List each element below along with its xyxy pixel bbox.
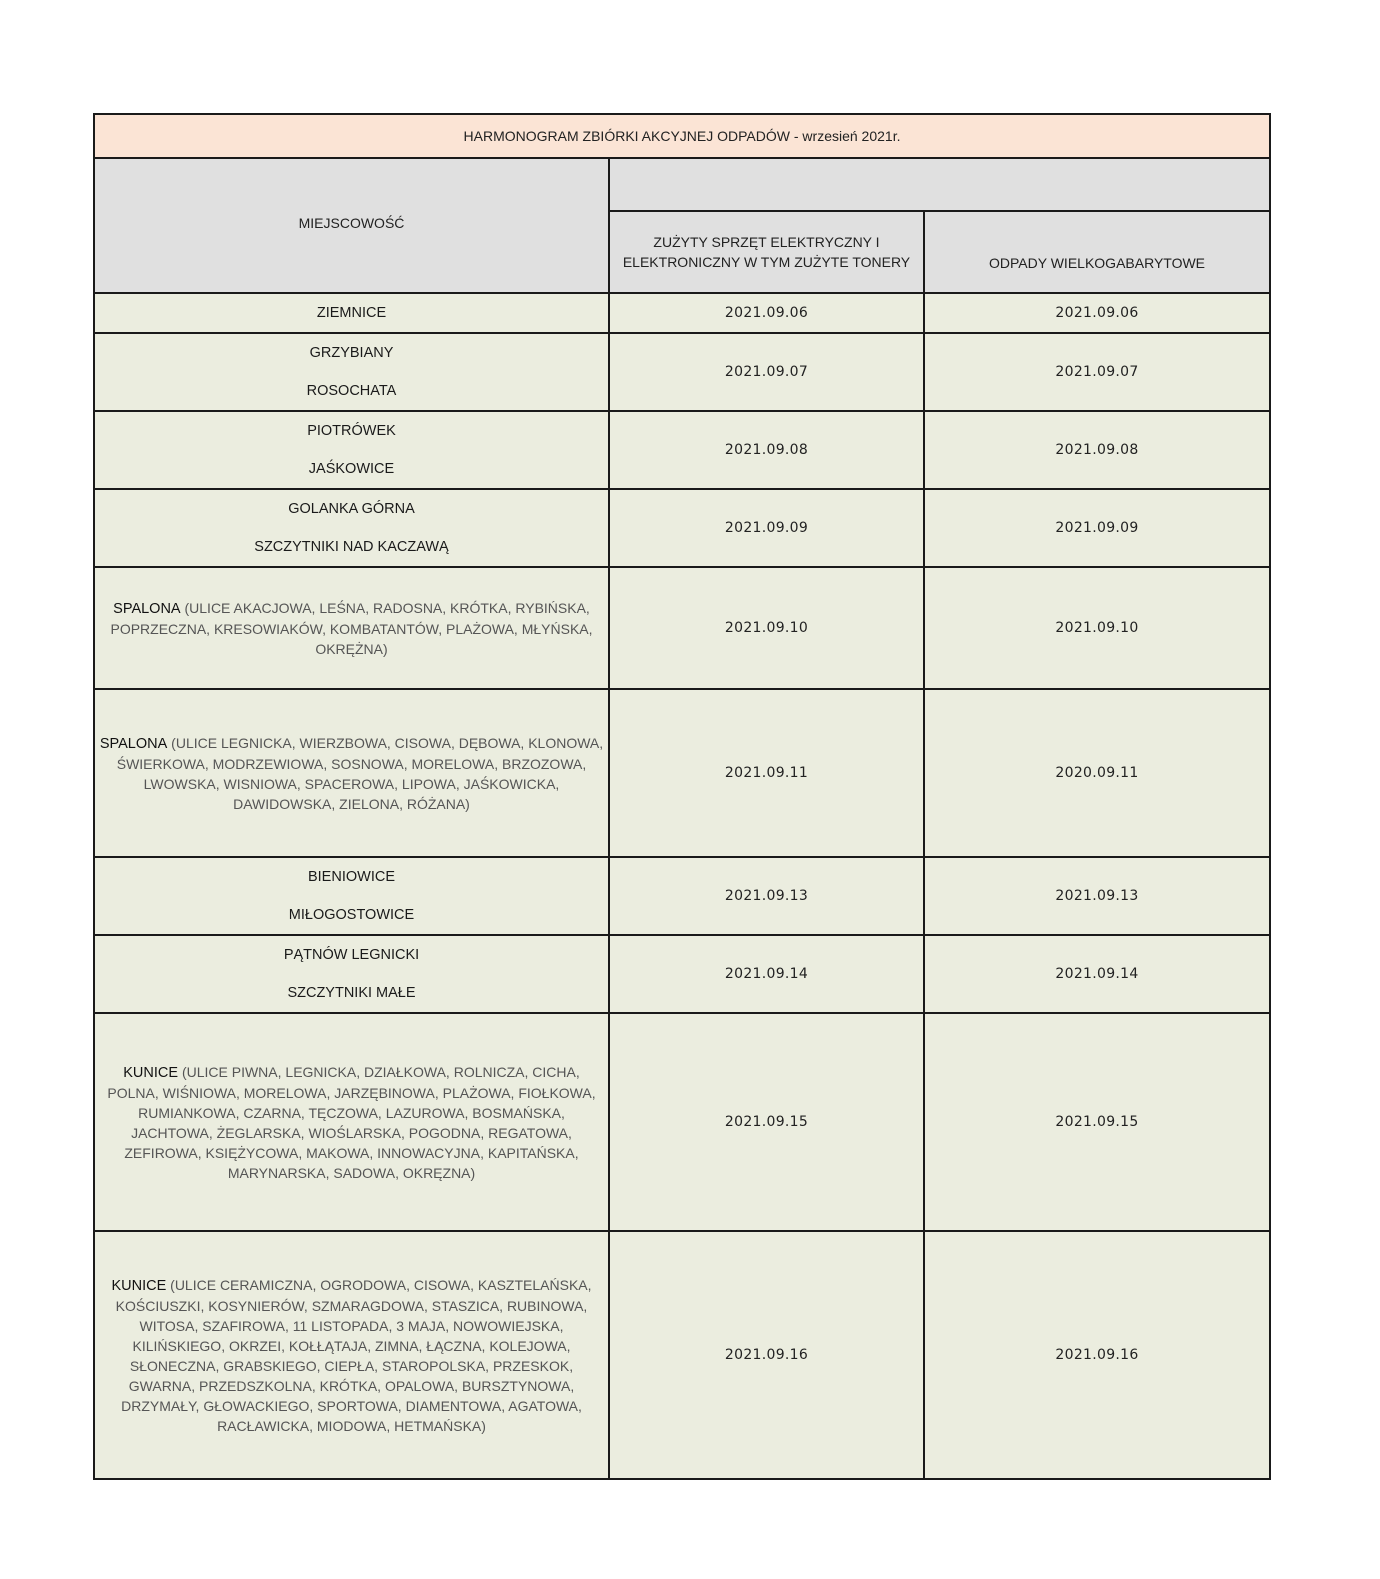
table-row (94, 857, 1270, 935)
location-cell (94, 567, 609, 689)
table-row (94, 1231, 1270, 1479)
table-row (94, 689, 1270, 857)
location-name: KUNICE (111, 1277, 167, 1294)
location-name: SZCZYTNIKI MAŁE (287, 985, 416, 1001)
electronics-date: 2021.09.08 (609, 411, 924, 489)
header-bulky: ODPADY WIELKOGABARYTOWE (924, 211, 1270, 293)
location-cell (94, 935, 609, 1013)
location-cell (94, 689, 609, 857)
location-name: MIŁOGOSTOWICE (288, 907, 415, 923)
bulky-date: 2021.09.13 (924, 857, 1270, 935)
bulky-date: 2021.09.15 (924, 1013, 1270, 1231)
location-name: JAŚKOWICE (308, 461, 395, 477)
header-row-top (94, 158, 1270, 211)
header-group (609, 158, 1270, 211)
location-streets: (ULICE AKACJOWA, LEŚNA, RADOSNA, KRÓTKA, RYBIŃSKA, POPRZECZNA, KRESOWIAKÓW, KOMBATANTÓW, PLAŻOWA, MŁYŃSKA, OKRĘŻNA) (110, 599, 593, 657)
location-cell (94, 411, 609, 489)
table-row (94, 489, 1270, 567)
location-name: ZIEMNICE (316, 305, 387, 321)
table-row (94, 333, 1270, 411)
header-electronics: ZUŻYTY SPRZĘT ELEKTRYCZNY I ELEKTRONICZNY W TYM ZUŻYTE TONERY (609, 211, 924, 293)
electronics-date: 2021.09.07 (609, 333, 924, 411)
location-name: PĄTNÓW LEGNICKI (283, 947, 420, 963)
header-location: MIEJSCOWOŚĆ (94, 158, 609, 293)
location-name: GOLANKA GÓRNA (288, 501, 415, 517)
bulky-date: 2021.09.16 (924, 1231, 1270, 1479)
bulky-date: 2021.09.06 (924, 293, 1270, 333)
electronics-date: 2021.09.06 (609, 293, 924, 333)
electronics-date: 2021.09.16 (609, 1231, 924, 1479)
bulky-date: 2021.09.08 (924, 411, 1270, 489)
location-cell (94, 1231, 609, 1479)
electronics-date: 2021.09.10 (609, 567, 924, 689)
schedule-table (93, 113, 1271, 1480)
table-row (94, 567, 1270, 689)
location-streets: (ULICE PIWNA, LEGNICKA, DZIAŁKOWA, ROLNICZA, CICHA, POLNA, WIŚNIOWA, MORELOWA, JARZĘBINOWA, PLAŻOWA, FIOŁKOWA, RUMIANKOWA, CZARNA, TĘCZOWA, LAZUROWA, BOSMAŃSKA, JACHTOWA, ŻEGLARSKA, WIOŚLARSKA, POGODNA, REGATOWA, ZEFIROWA, KSIĘŻYCOWA, MAKOWA, INNOWACYJNA, KAPITAŃSKA, MARYNARSKA, SADOWA, OKRĘZNA) (107, 1063, 596, 1181)
table-row (94, 935, 1270, 1013)
bulky-date: 2020.09.11 (924, 689, 1270, 857)
location-name: ROSOCHATA (306, 383, 397, 399)
electronics-date: 2021.09.14 (609, 935, 924, 1013)
bulky-date: 2021.09.14 (924, 935, 1270, 1013)
location-cell (94, 857, 609, 935)
electronics-date: 2021.09.13 (609, 857, 924, 935)
bulky-date: 2021.09.07 (924, 333, 1270, 411)
electronics-date: 2021.09.09 (609, 489, 924, 567)
location-cell (94, 293, 609, 333)
location-name: BIENIOWICE (307, 869, 395, 885)
location-name: SPALONA (99, 735, 168, 752)
location-name: GRZYBIANY (309, 345, 394, 361)
title-row (94, 114, 1270, 158)
bulky-date: 2021.09.10 (924, 567, 1270, 689)
electronics-date: 2021.09.11 (609, 689, 924, 857)
location-name: PIOTRÓWEK (307, 423, 396, 439)
location-name: KUNICE (123, 1064, 179, 1081)
location-streets: (ULICE LEGNICKA, WIERZBOWA, CISOWA, DĘBOWA, KLONOWA, ŚWIERKOWA, MODRZEWIOWA, SOSNOWA, MORELOWA, BRZOZOWA, LWOWSKA, WISNIOWA, SPACEROWA, LIPOWA, JAŚKOWICKA, DAWIDOWSKA, ZIELONA, RÓŻANA) (116, 734, 604, 812)
bulky-date: 2021.09.09 (924, 489, 1270, 567)
table-row (94, 411, 1270, 489)
location-cell (94, 333, 609, 411)
location-cell (94, 1013, 609, 1231)
electronics-date: 2021.09.15 (609, 1013, 924, 1231)
location-cell (94, 489, 609, 567)
location-streets: (ULICE CERAMICZNA, OGRODOWA, CISOWA, KASZTELAŃSKA, KOŚCIUSZKI, KOSYNIERÓW, SZMARAGDOWA, STASZICA, RUBINOWA, WITOSA, SZAFIROWA, 11 LISTOPADA, 3 MAJA, NOWOWIEJSKA, KILIŃSKIEGO, OKRZEI, KOŁŁĄTAJA, ZIMNA, ŁĄCZNA, KOLEJOWA, SŁONECZNA, GRABSKIEGO, CIEPŁA, STAROPOLSKA, PRZESKOK, GWARNA, PRZEDSZKOLNA, KRÓTKA, OPALOWA, BURSZTYNOWA, DRZYMAŁY, GŁOWACKIEGO, SPORTOWA, DIAMENTOWA, AGATOWA, RACŁAWICKA, MIODOWA, HETMAŃSKA) (115, 1276, 592, 1434)
table-row (94, 1013, 1270, 1231)
table-title: HARMONOGRAM ZBIÓRKI AKCYJNEJ ODPADÓW - wrzesień 2021r. (94, 114, 1270, 158)
table-row (94, 293, 1270, 333)
location-name: SPALONA (113, 600, 181, 617)
location-name: SZCZYTNIKI NAD KACZAWĄ (254, 539, 449, 555)
